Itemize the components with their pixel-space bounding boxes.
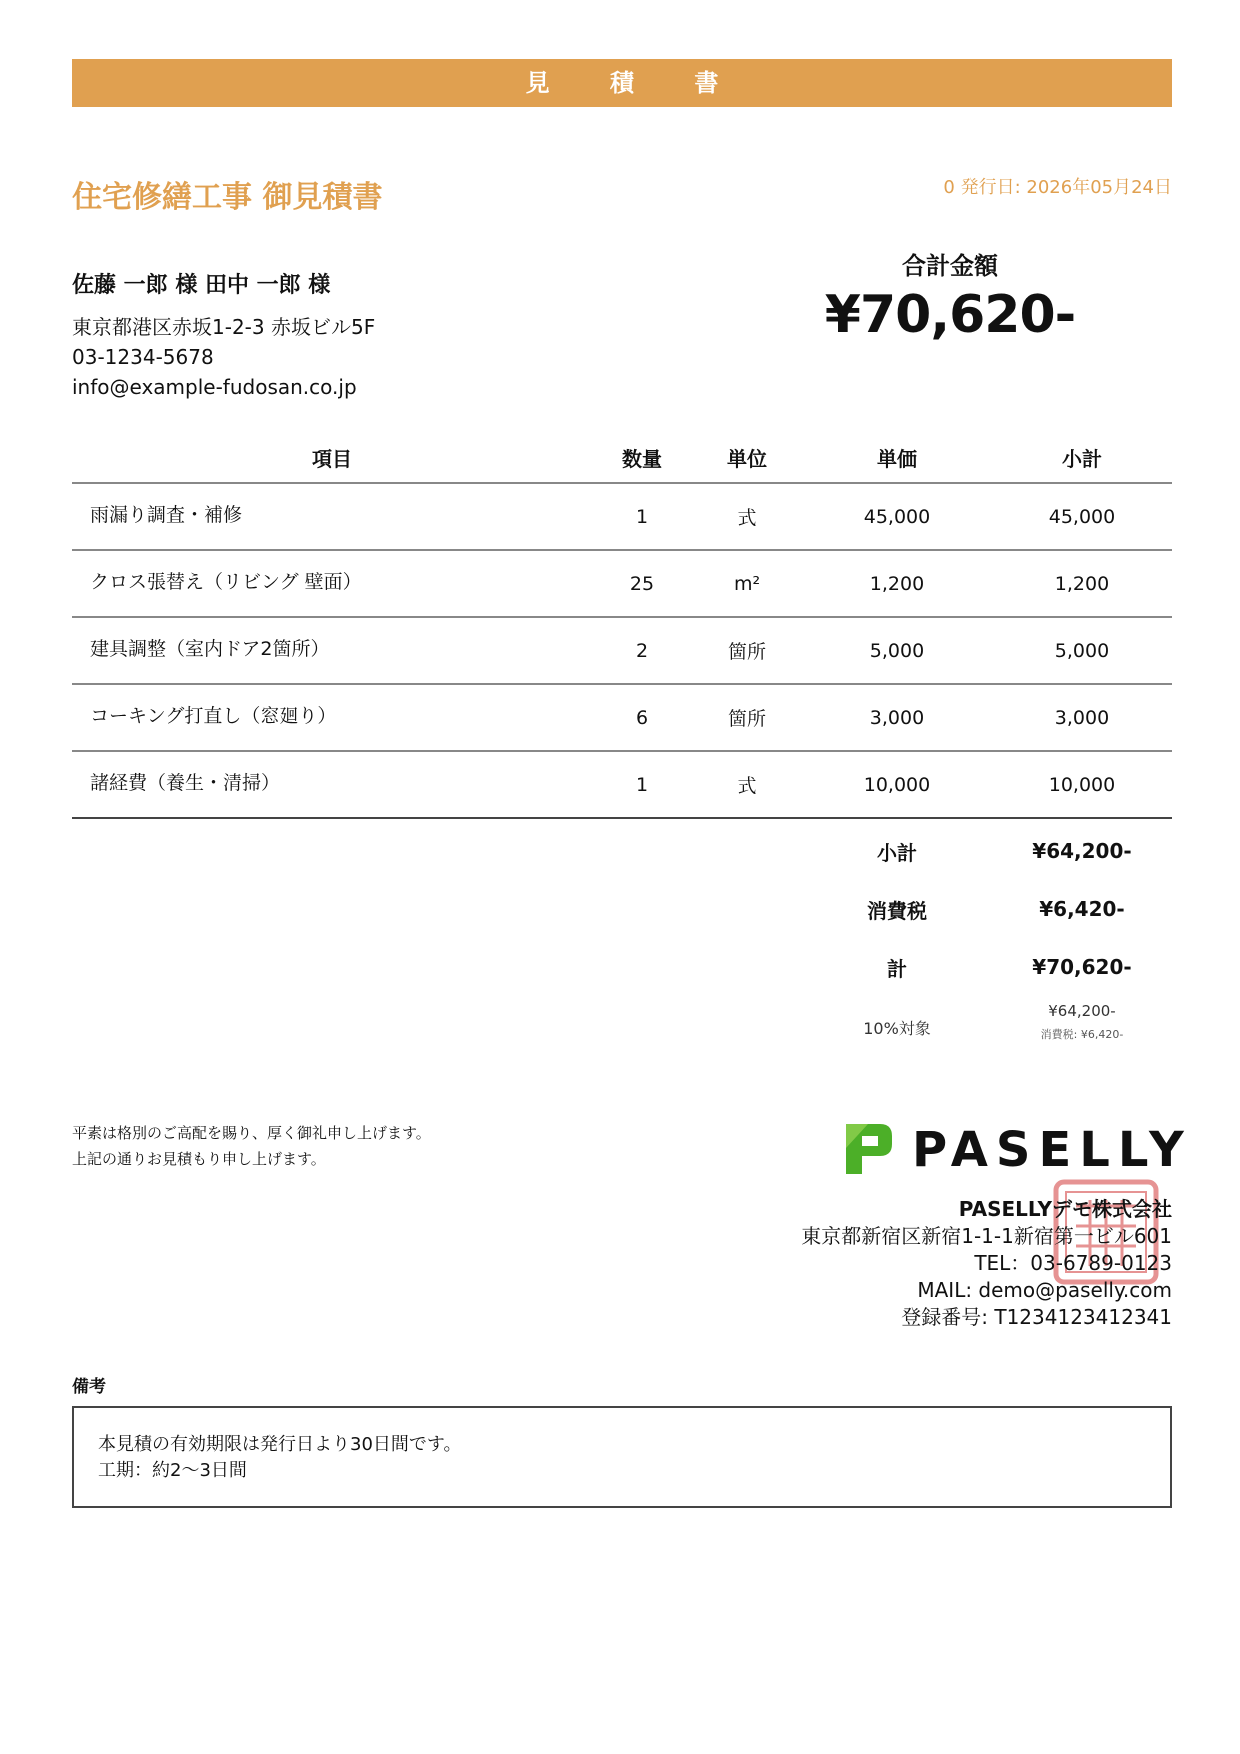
document-title: 住宅修繕工事 御見積書 xyxy=(72,180,383,215)
row-price: 10,000 xyxy=(802,751,992,818)
header-price: 単価 xyxy=(802,433,992,483)
row-price: 1,200 xyxy=(802,550,992,617)
row-unit: 式 xyxy=(692,483,802,550)
remarks-box xyxy=(72,1406,1172,1508)
company-tel: TEL：03-6789-0123 xyxy=(974,1251,1172,1275)
tax-rate-label: 10%対象 xyxy=(863,1019,931,1038)
row-unit: 箇所 xyxy=(692,684,802,751)
row-item: 建具調整（室内ドア2箇所） xyxy=(72,617,592,684)
total-amount: ¥70,620- xyxy=(824,285,1076,345)
row-unit: m² xyxy=(692,550,802,617)
company-address: 東京都新宿区新宿1-1-1新宿第一ビル601 xyxy=(801,1224,1172,1248)
remarks-line: 工期：約2〜3日間 xyxy=(98,1460,247,1481)
row-subtotal: 45,000 xyxy=(992,483,1172,550)
row-qty: 1 xyxy=(592,483,692,550)
total-label: 合計金額 xyxy=(902,252,998,280)
row-item: 雨漏り調査・補修 xyxy=(72,483,592,550)
totals-summary xyxy=(802,822,1172,1042)
greeting-line: 上記の通りお見積もり申し上げます。 xyxy=(72,1150,326,1168)
header-unit: 単位 xyxy=(692,433,802,483)
tax-label: 消費税 xyxy=(867,898,927,923)
table-row xyxy=(72,684,1172,751)
row-unit: 箇所 xyxy=(692,617,802,684)
row-subtotal: 3,000 xyxy=(992,684,1172,751)
remarks-label: 備考 xyxy=(72,1377,106,1397)
row-price: 5,000 xyxy=(802,617,992,684)
header-item: 項目 xyxy=(72,433,592,483)
grand-total-value: ¥70,620- xyxy=(1032,955,1132,979)
row-qty: 6 xyxy=(592,684,692,751)
row-item: 諸経費（養生・清掃） xyxy=(72,751,592,818)
row-qty: 2 xyxy=(592,617,692,684)
remarks-line: 本見積の有効期限は発行日より30日間です。 xyxy=(98,1434,462,1455)
table-header-row xyxy=(72,433,1172,483)
logo-wordmark: PASELLY xyxy=(912,1122,1192,1178)
tax-rate-tax: 消費税: ¥6,420- xyxy=(1040,1028,1124,1041)
company-registration: 登録番号: T1234123412341 xyxy=(901,1305,1172,1329)
tax-rate-breakdown xyxy=(802,1002,1172,1042)
row-qty: 1 xyxy=(592,751,692,818)
table-row xyxy=(72,617,1172,684)
row-subtotal: 1,200 xyxy=(992,550,1172,617)
row-item: クロス張替え（リビング 壁面） xyxy=(72,550,592,617)
subtotal-label: 小計 xyxy=(877,840,917,865)
client-name: 佐藤 一郎 様 田中 一郎 様 xyxy=(72,273,331,298)
logo-mark-icon xyxy=(840,1118,896,1180)
row-price: 45,000 xyxy=(802,483,992,550)
table-row xyxy=(72,550,1172,617)
row-price: 3,000 xyxy=(802,684,992,751)
company-name: PASELLYデモ株式会社 xyxy=(958,1197,1172,1221)
subtotal-value: ¥64,200- xyxy=(1032,839,1132,863)
subtotal-row xyxy=(802,822,1172,880)
header-subtotal: 小計 xyxy=(992,433,1172,483)
row-item: コーキング打直し（窓廻り） xyxy=(72,684,592,751)
greeting-line: 平素は格別のご高配を賜り、厚く御礼申し上げます。 xyxy=(72,1124,431,1142)
header-qty: 数量 xyxy=(592,433,692,483)
company-info xyxy=(801,1196,1172,1331)
row-subtotal: 5,000 xyxy=(992,617,1172,684)
table-row xyxy=(72,483,1172,550)
tax-row xyxy=(802,880,1172,938)
client-phone: 03-1234-5678 xyxy=(72,345,214,369)
company-logo xyxy=(840,1118,1192,1180)
tax-value: ¥6,420- xyxy=(1039,897,1125,921)
total-amount-box xyxy=(800,246,1100,345)
greeting-text xyxy=(72,1120,431,1172)
grand-total-label: 計 xyxy=(887,956,907,981)
line-items-table xyxy=(72,433,1172,819)
company-mail: MAIL: demo@paselly.com xyxy=(917,1278,1172,1302)
client-email: info@example-fudosan.co.jp xyxy=(72,375,357,399)
row-qty: 25 xyxy=(592,550,692,617)
row-unit: 式 xyxy=(692,751,802,818)
grand-total-row xyxy=(802,938,1172,996)
issue-date: 0 発行日: 2026年05月24日 xyxy=(943,177,1172,198)
client-contact xyxy=(72,312,375,402)
table-row xyxy=(72,751,1172,818)
document-type-banner: 見 積 書 xyxy=(72,59,1172,107)
tax-rate-base: ¥64,200- xyxy=(1048,1002,1116,1020)
client-address: 東京都港区赤坂1-2-3 赤坂ビル5F xyxy=(72,315,376,339)
row-subtotal: 10,000 xyxy=(992,751,1172,818)
